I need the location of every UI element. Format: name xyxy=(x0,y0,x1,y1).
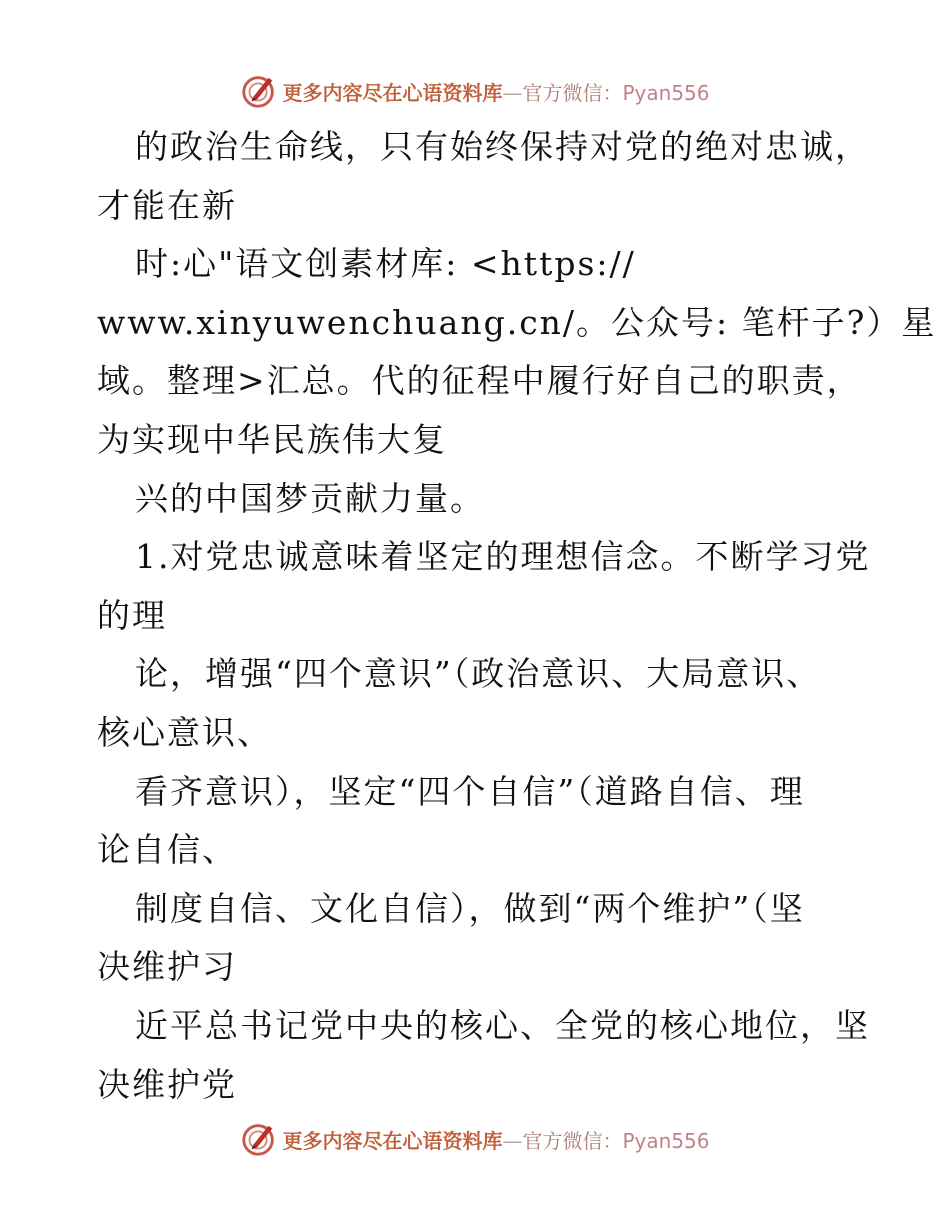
text-line: 近平总书记党中央的核心、全党的核心地位，坚 xyxy=(135,1005,870,1045)
banner-text xyxy=(282,77,709,106)
text-line: 论自信、 xyxy=(97,830,237,870)
text-line: 看齐意识），坚定“四个自信”（道路自信、理 xyxy=(135,771,805,811)
text-line: 制度自信、文化自信），做到“两个维护”（坚 xyxy=(135,888,805,928)
text-line: 域。整理>汇总。代的征程中履行好自己的职责， xyxy=(97,361,862,401)
banner-wechat-id: Pyan556 xyxy=(622,1128,710,1153)
text-line: www.xinyuwenchuang.cn/。公众号: 笔杆子?）星 xyxy=(97,302,937,342)
text-line: 才能在新 xyxy=(97,185,237,225)
banner-dash: — xyxy=(502,80,523,105)
text-line: 为实现中华民族伟大复 xyxy=(97,419,447,459)
text-line: 时:心"语文创素材库: <https:// xyxy=(135,244,636,284)
banner-wechat-label: 官方微信： xyxy=(522,1128,623,1153)
banner-lead: 更多内容尽在心语资料库 xyxy=(282,1128,503,1153)
document-body xyxy=(97,118,937,1114)
pen-logo-icon xyxy=(240,1120,278,1158)
banner-wechat-label: 官方微信： xyxy=(522,80,623,105)
text-line: 的政治生命线，只有始终保持对党的绝对忠诚， xyxy=(135,127,870,166)
banner-wechat-id: Pyan556 xyxy=(622,80,710,105)
text-line: 论，增强“四个意识”（政治意识、大局意识、 xyxy=(135,654,822,694)
text-line: 的理 xyxy=(97,595,167,635)
pen-logo-icon xyxy=(240,72,278,110)
text-line: 1.对党忠诚意味着坚定的理想信念。不断学习党 xyxy=(135,537,871,577)
banner-dash: — xyxy=(502,1128,523,1153)
text-line: 决维护党 xyxy=(97,1064,237,1104)
text-line: 兴的中国梦贡献力量。 xyxy=(135,478,485,518)
banner-lead: 更多内容尽在心语资料库 xyxy=(282,80,503,105)
text-line: 决维护习 xyxy=(97,947,237,987)
header-banner xyxy=(0,68,950,114)
text-line: 核心意识、 xyxy=(97,712,272,752)
footer-banner xyxy=(0,1116,950,1162)
banner-text xyxy=(282,1125,709,1154)
